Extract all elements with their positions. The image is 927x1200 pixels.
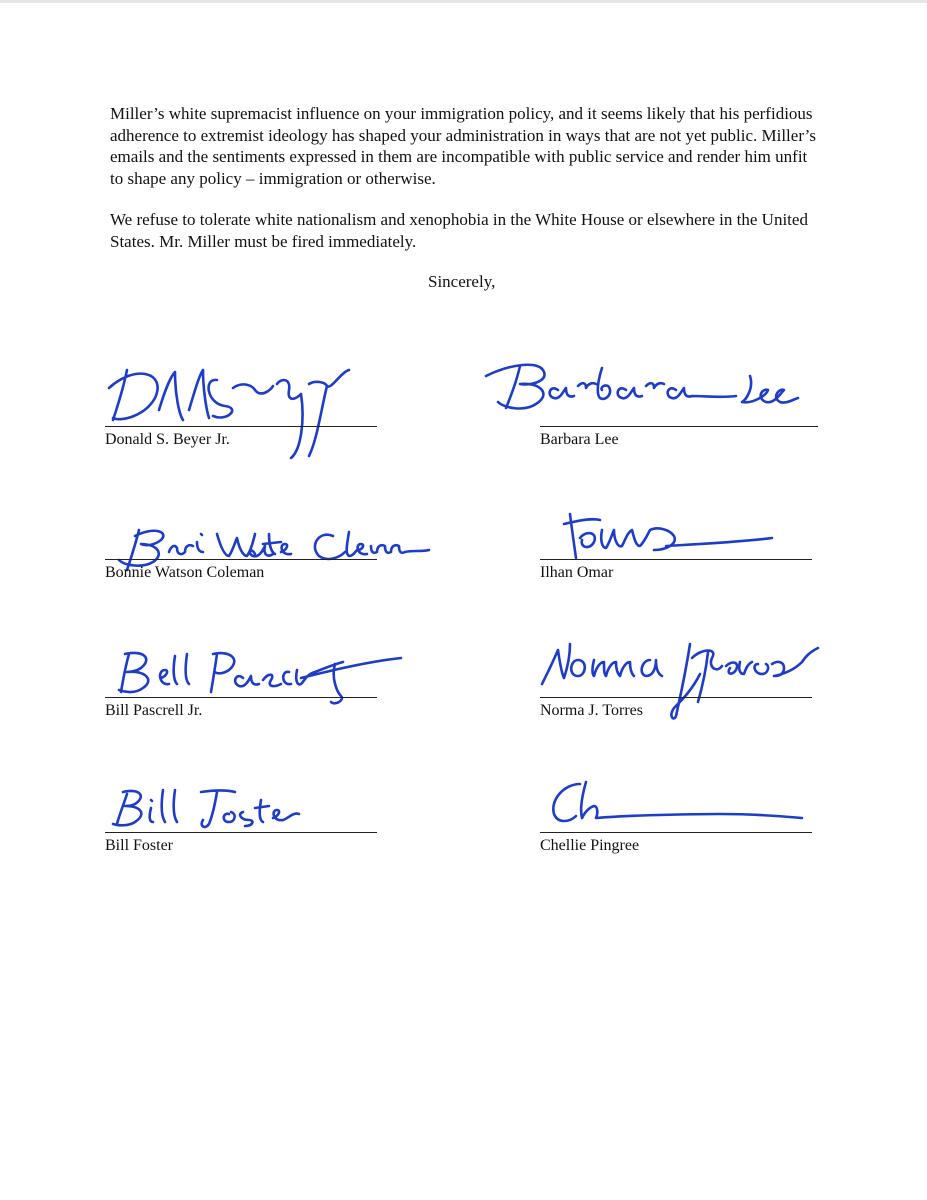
- signature-block-pingree: [540, 770, 840, 890]
- signature-block-watson-coleman: [105, 510, 435, 630]
- signature-block-beyer: [105, 350, 385, 470]
- signatory-name-beyer: Donald S. Beyer Jr.: [105, 431, 230, 448]
- letter-closing: Sincerely,: [428, 272, 496, 291]
- letter-paragraph-2: We refuse to tolerate white nationalism and xenophobia in the White House or elsewhere in the United States. Mr. Miller must be fired immediately.: [110, 210, 808, 251]
- signature-pingree: [540, 770, 840, 840]
- signature-block-lee: [540, 350, 840, 470]
- signatory-name-foster: Bill Foster: [105, 837, 174, 854]
- signature-block-torres: [540, 630, 840, 750]
- signature-lee: [480, 350, 800, 430]
- scan-edge: [0, 0, 927, 3]
- signature-block-omar: [540, 500, 820, 620]
- signatory-name-omar: Ilhan Omar: [540, 564, 614, 581]
- signatory-name-pascrell: Bill Pascrell Jr.: [105, 702, 203, 719]
- signature-block-foster: [105, 780, 395, 900]
- signatory-name-torres: Norma J. Torres: [540, 702, 644, 719]
- letter-paragraph-1: Miller’s white supremacist influence on your immigration policy, and it seems likely that his perfidious adherence to extremist ideology has shaped your administration in ways that are not yet public. Miller’s emails and the sentiments expressed in them are incompatible with public service and render him unfit to shape any policy – immigration or otherwise.: [110, 104, 816, 188]
- signature-block-pascrell: [105, 640, 425, 760]
- signatory-name-lee: Barbara Lee: [540, 431, 619, 448]
- signature-pascrell: [105, 640, 425, 710]
- signatory-name-watson-coleman: Bonnie Watson Coleman: [105, 564, 265, 581]
- signatory-name-pingree: Chellie Pingree: [540, 837, 640, 854]
- signature-foster: [105, 780, 395, 840]
